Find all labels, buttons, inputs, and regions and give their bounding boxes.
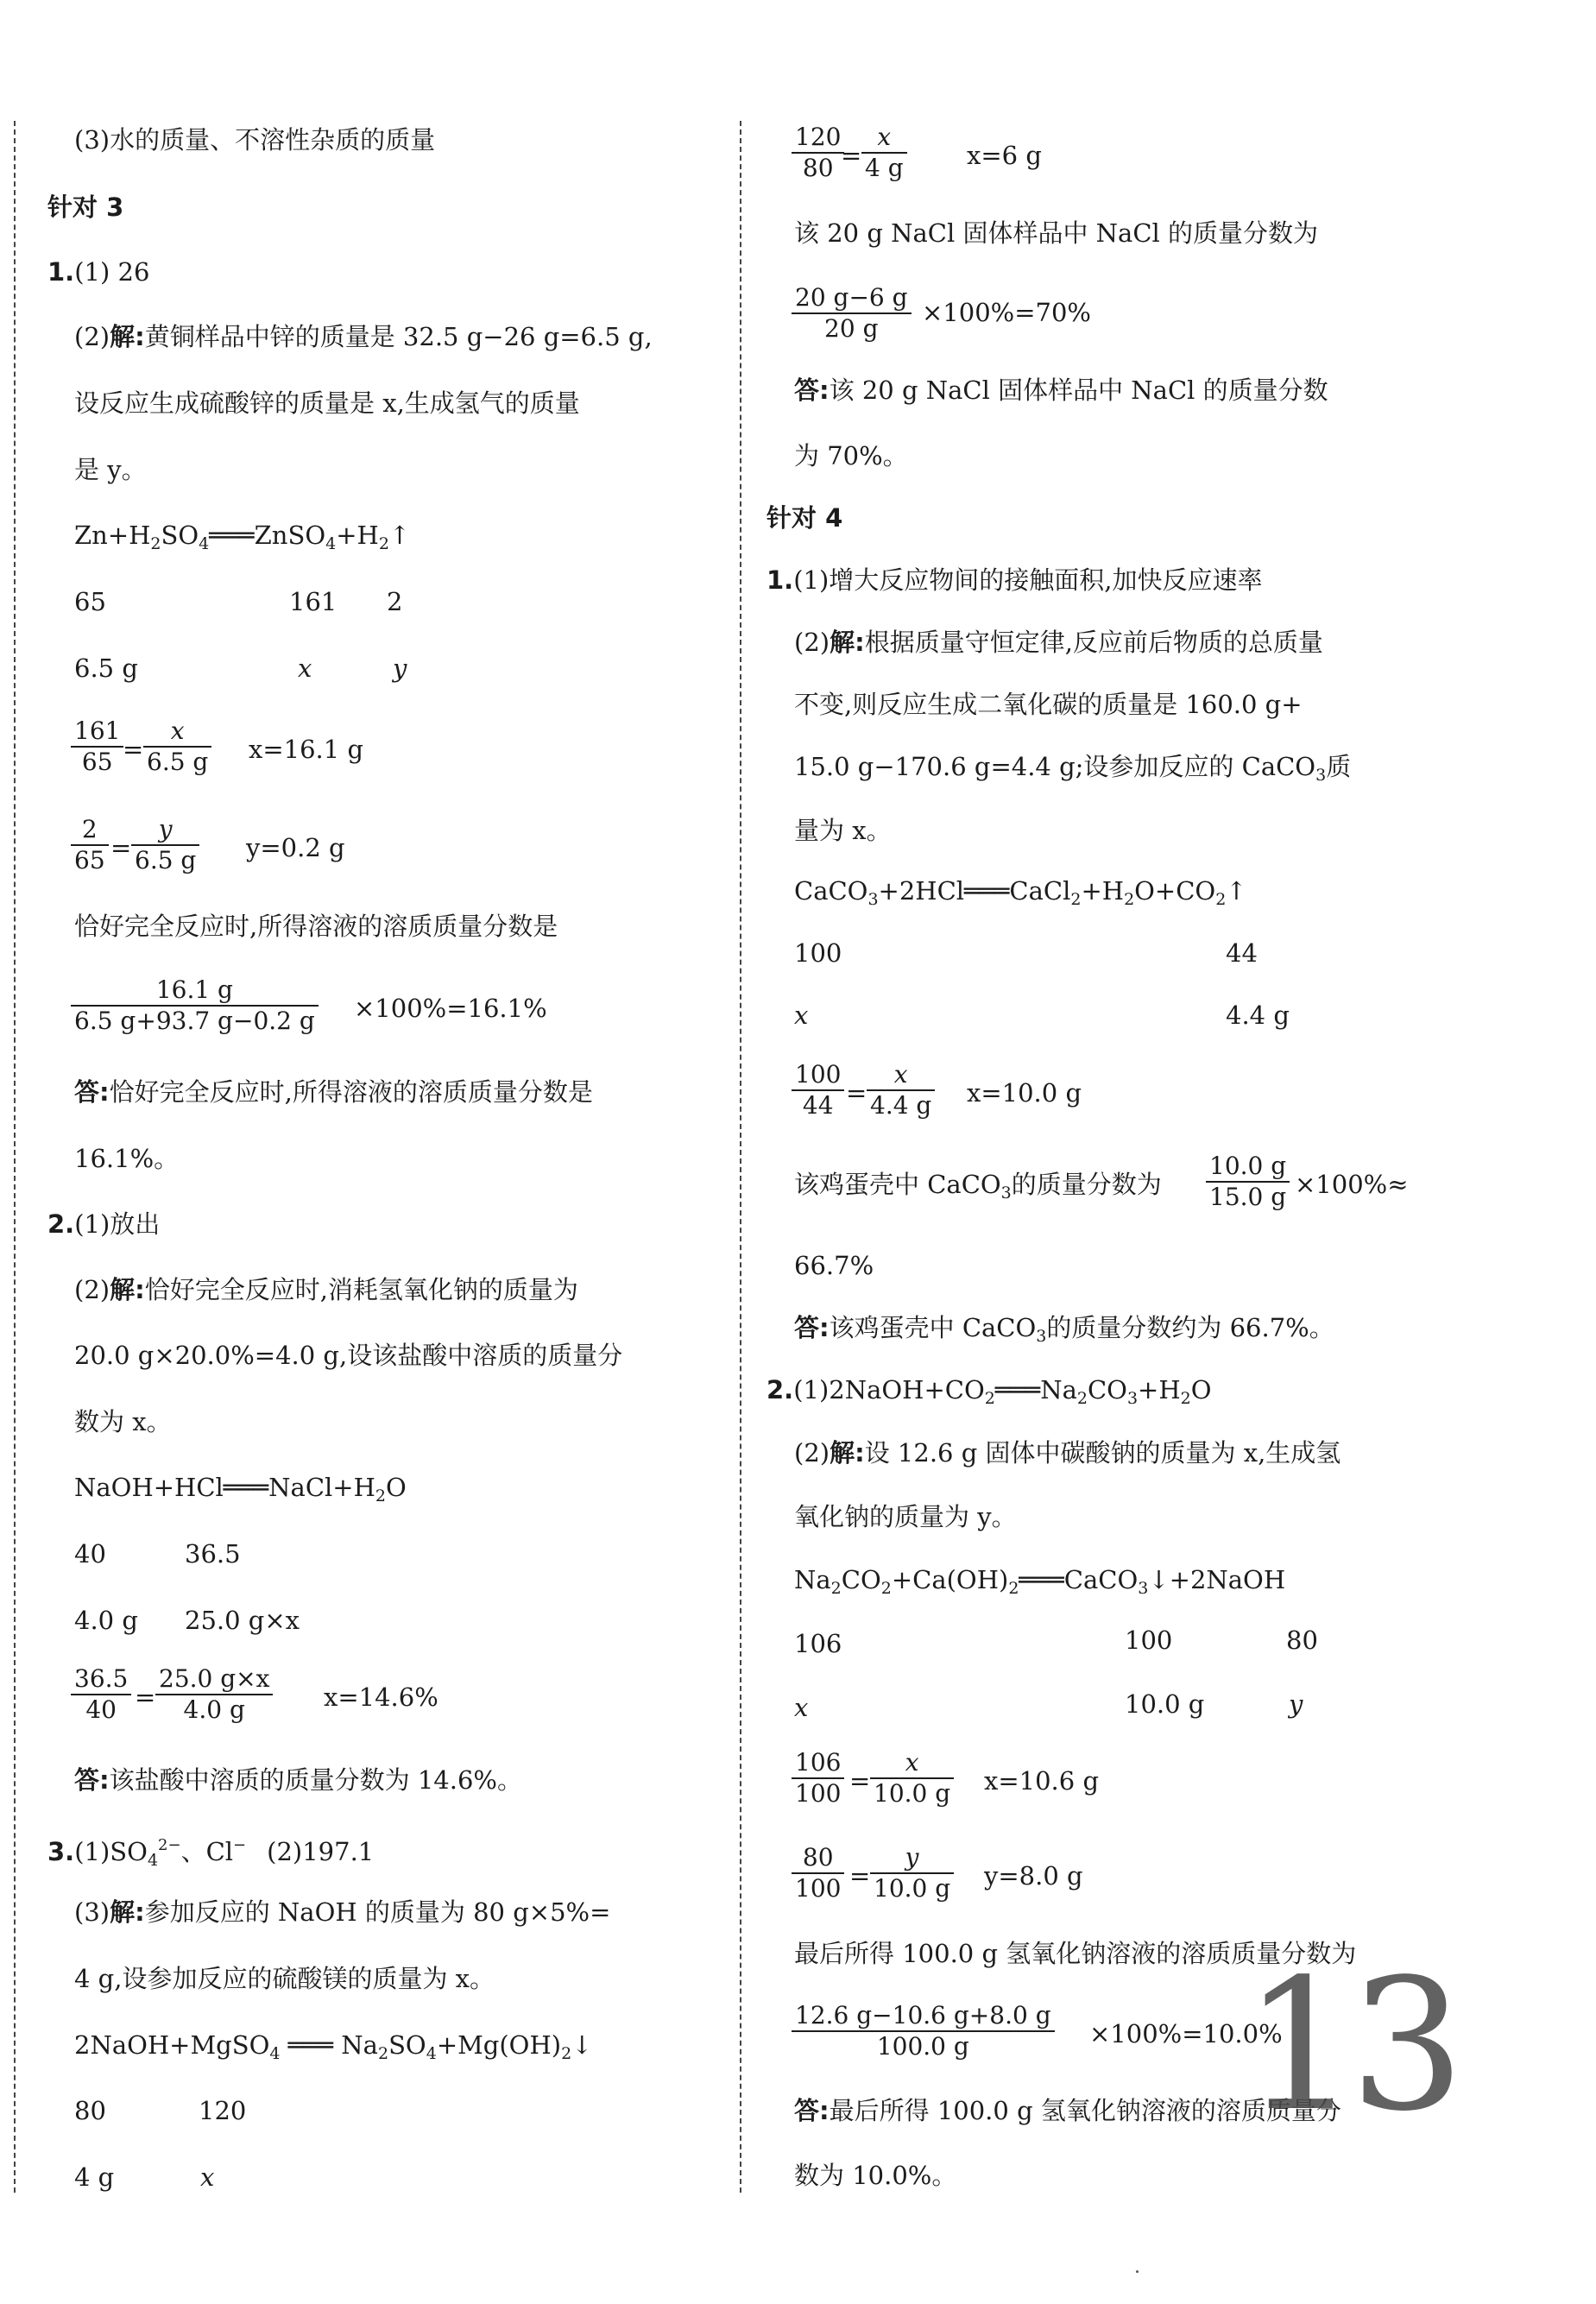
p2-part2-line2: 氧化钠的质量为 y。 [794, 1502, 1017, 1531]
equals: = [135, 1682, 156, 1712]
q1-answer-line2: 16.1%。 [74, 1144, 180, 1173]
q2-answer: 答:该盐酸中溶质的质量分数为 14.6%。 [74, 1765, 522, 1795]
left-margin-line [14, 121, 16, 2193]
ratio-row-t2c: y [1289, 1689, 1303, 1719]
solution-label: 解: [110, 322, 145, 351]
result-16.1-percent: ×100%=16.1% [354, 994, 547, 1023]
fraction-100-44: $\frac{100}{44}$ [792, 1060, 844, 1120]
result-x-10.6: x=10.6 g [984, 1766, 1100, 1796]
q1-number: 1. [47, 257, 75, 287]
ratio-row-5a: 80 [74, 2096, 106, 2125]
fraction-120-80: $\frac{120}{80}$ [792, 123, 844, 183]
ratio-row-2a: 6.5 g [74, 653, 138, 683]
q2-part1: 2.(1)放出 [47, 1209, 161, 1239]
ratio-row-6a: 4 g [74, 2162, 115, 2192]
p1-part2-line2: 不变,则反应生成二氧化碳的质量是 160.0 g+ [794, 690, 1303, 719]
p2-conclusion: 最后所得 100.0 g 氢氧化钠溶液的溶质质量分数为 [794, 1939, 1357, 1968]
nacl-mass-fraction-intro: 该 20 g NaCl 固体样品中 NaCl 的质量分数为 [794, 218, 1319, 248]
gas-arrow: ↑ [388, 521, 411, 550]
fraction-10-15: $\frac{10.0 g}{15.0 g}$ [1206, 1152, 1290, 1212]
result-70-percent: ×100%=70% [922, 298, 1091, 327]
ratio-row-s1a: 100 [794, 938, 842, 968]
fraction-161-65: $\frac{161}{65}$ [71, 716, 123, 777]
q2-part2-line2: 20.0 g×20.0%=4.0 g,设该盐酸中溶质的质量分 [74, 1341, 623, 1370]
q1-part2-line2: 设反应生成硫酸锌的质量是 x,生成氢气的质量 [74, 388, 580, 418]
q1-part2-prefix: (2) [74, 322, 110, 351]
approx-sign: ×100%≈ [1295, 1170, 1409, 1199]
p1-part2-line1: (2)解:根据质量守恒定律,反应前后物质的总质量 [794, 628, 1323, 657]
equation-4: $CaCO_3+2HCl═══CaCl_2+H_2O+CO_2↑$ [794, 876, 1247, 909]
fraction-80-100: $\frac{80}{100}$ [792, 1843, 844, 1903]
p2-answer-line1: 答:最后所得 100.0 g 氢氧化钠溶液的溶质质量分 [794, 2096, 1341, 2125]
q1-part2-line3: 是 y。 [74, 455, 147, 484]
result-10-percent: ×100%=10.0% [1089, 2019, 1283, 2048]
ratio-row-s2a: x [794, 1001, 809, 1030]
scan-dot [1136, 2270, 1139, 2273]
ratio-row-3a: 40 [74, 1539, 106, 1569]
q1-part1-text: (1) 26 [74, 257, 150, 287]
equals: = [849, 1766, 871, 1796]
ratio-row-t2a: x [794, 1693, 809, 1722]
caco3-result: 66.7% [794, 1251, 874, 1280]
nacl-answer-line1: 答:该 20 g NaCl 固体样品中 NaCl 的质量分数 [794, 376, 1328, 405]
equals: = [849, 1861, 871, 1891]
equals: = [841, 141, 862, 170]
fraction-36.5-40: $\frac{36.5}{40}$ [71, 1664, 131, 1725]
fraction-x-10g: $\frac{x}{10.0 g}$ [870, 1748, 954, 1808]
ratio-row-6b: x [200, 2162, 215, 2192]
fraction-mass-percent-1: $\frac{16.1 g}{6.5 g+93.7 g-0.2 g}$ [71, 975, 319, 1036]
ratio-row-1a: 65 [74, 587, 106, 616]
fraction-20-6-over-20: $\frac{20 g-6 g}{20 g}$ [792, 283, 912, 344]
fraction-y-6.5g: $\frac{y}{6.5 g}$ [131, 815, 199, 875]
q2-part2-line3: 数为 x。 [74, 1407, 172, 1436]
ratio-row-2b: x [298, 653, 312, 683]
result-y-0.2: y=0.2 g [246, 833, 345, 862]
ratio-row-3b: 36.5 [185, 1539, 241, 1569]
fraction-x-4g: $\frac{x}{4 g}$ [861, 123, 907, 183]
result-x-6: x=6 g [967, 141, 1042, 170]
fraction-106-100: $\frac{106}{100}$ [792, 1748, 844, 1808]
ratio-row-4b: 25.0 g×x [185, 1606, 300, 1635]
p2-part1: $2.(1)2NaOH+CO_2═══Na_2CO_3+H_2O$ [766, 1375, 1212, 1408]
ratio-row-4a: 4.0 g [74, 1606, 138, 1635]
section-heading-4: 针对 4 [766, 503, 843, 533]
q1-part2-line1 [74, 319, 653, 354]
ratio-row-1b: 161 [289, 587, 337, 616]
p1-part2-line3: 15.0 g−170.6 g=4.4 g;设参加反应的 CaCO$_3$质 [794, 752, 1352, 785]
q2-part2-line1: (2)解:恰好完全反应时,消耗氢氧化钠的质量为 [74, 1275, 578, 1304]
ratio-row-2c: y [393, 653, 407, 683]
p2-part2-line1: (2)解:设 12.6 g 固体中碳酸钠的质量为 x,生成氢 [794, 1438, 1341, 1468]
result-x-16.1: x=16.1 g [249, 735, 364, 764]
p1-part2-line4: 量为 x。 [794, 816, 892, 845]
ratio-row-t2b: 10.0 g [1125, 1689, 1205, 1719]
ratio-row-t1b: 100 [1125, 1625, 1173, 1655]
p1-answer: 答:该鸡蛋壳中 CaCO$_3$的质量分数约为 66.7%。 [794, 1313, 1334, 1346]
equation-5: $Na_2CO_2+Ca(OH)_2═══CaCO_3↓+2NaOH$ [794, 1565, 1286, 1598]
q1-conclusion: 恰好完全反应时,所得溶液的溶质质量分数是 [74, 912, 558, 941]
fraction-final: $\frac{12.6 g-10.6 g+8.0 g}{100.0 g}$ [792, 2001, 1055, 2061]
p1-part1: 1.(1)增大反应物间的接触面积,加快反应速率 [766, 565, 1263, 595]
equation-1: $Zn+H_2SO_4═══ZnSO_4+H_2↑$ [74, 521, 411, 553]
fraction-x-4.4g: $\frac{x}{4.4 g}$ [867, 1060, 935, 1120]
q1-part1 [47, 255, 149, 289]
ratio-row-s2b: 4.4 g [1226, 1001, 1290, 1030]
equals: = [123, 735, 144, 764]
result-x-14.6: x=14.6% [324, 1682, 438, 1712]
caco3-mass-fraction: 该鸡蛋壳中 CaCO$_3$的质量分数为 [794, 1170, 1162, 1202]
q3-part1-2: $3.(1)SO_4^{2-}$、Cl− (2)197.1 [47, 1836, 375, 1870]
page-number: 13 [1243, 1940, 1457, 2151]
q1-answer-line1: 答:恰好完全反应时,所得溶液的溶质质量分数是 [74, 1077, 593, 1107]
fraction-y-10g: $\frac{y}{10.0 g}$ [870, 1843, 954, 1903]
q3-part3-line1: (3)解:参加反应的 NaOH 的质量为 80 g×5%= [74, 1897, 611, 1927]
ratio-row-t1a: 106 [794, 1629, 842, 1658]
fraction-2-65: $\frac{2}{65}$ [71, 815, 109, 875]
q1-part2-text: 黄铜样品中锌的质量是 32.5 g−26 g=6.5 g, [144, 322, 653, 351]
left-line-1: (3)水的质量、不溶性杂质的质量 [74, 125, 436, 155]
column-divider [740, 121, 741, 2193]
ratio-row-5b: 120 [199, 2096, 247, 2125]
nacl-answer-line2: 为 70%。 [794, 441, 908, 470]
answer-label: 答: [74, 1077, 110, 1107]
ratio-row-s1b: 44 [1226, 938, 1258, 968]
equals: = [846, 1078, 867, 1108]
result-y-8.0: y=8.0 g [984, 1861, 1083, 1891]
equals: = [110, 833, 132, 862]
equation-3: 2NaOH+MgSO$_4$ ═══ $Na_2SO_4+Mg(OH)_2↓$ [74, 2030, 593, 2063]
fraction-x-6.5g: $\frac{x}{6.5 g}$ [143, 716, 211, 777]
ratio-row-1c: 2 [387, 587, 403, 616]
fraction-25x-4: $\frac{25.0 g\times x}{4.0 g}$ [155, 1664, 273, 1725]
ratio-row-t1c: 80 [1286, 1625, 1318, 1655]
p2-answer-line2: 数为 10.0%。 [794, 2161, 957, 2190]
section-heading-3: 针对 3 [47, 193, 124, 222]
result-x-10.0: x=10.0 g [967, 1078, 1082, 1108]
q3-part3-line2: 4 g,设参加反应的硫酸镁的质量为 x。 [74, 1964, 495, 1993]
equation-2: $NaOH+HCl═══NaCl+H_2O$ [74, 1473, 407, 1505]
